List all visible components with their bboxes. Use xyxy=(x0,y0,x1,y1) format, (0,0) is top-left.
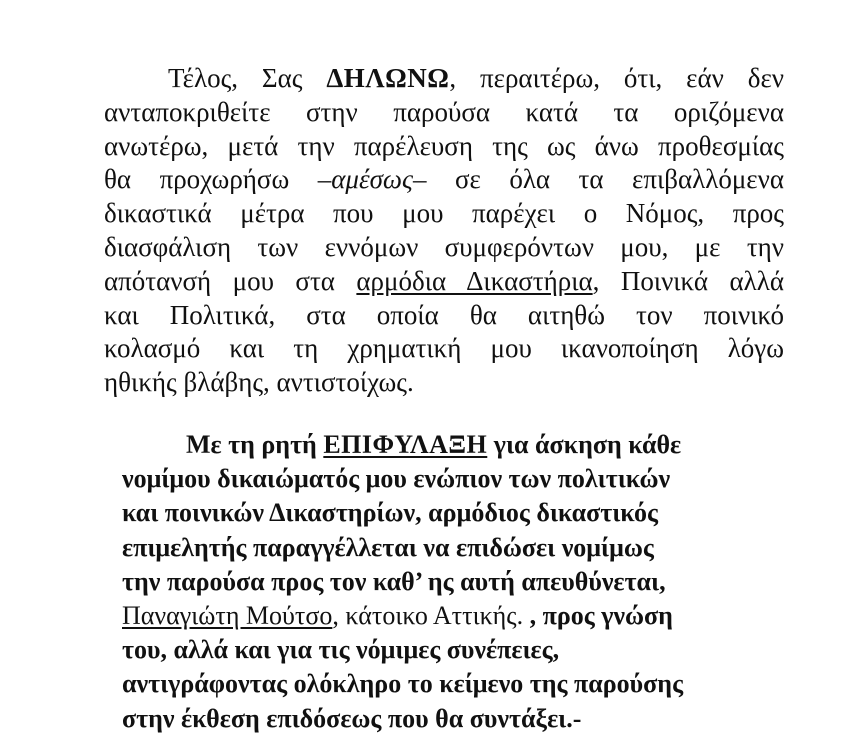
text-line: και ποινικών Δικαστηρίων, αρμόδιος δικαστικός xyxy=(122,498,658,528)
text-line xyxy=(104,163,784,197)
reservation-keyword: ΕΠΙΦΥΛΑΞΗ xyxy=(323,430,488,459)
text-line: αντιγράφοντας ολόκληρο το κείμενο της παρούσης xyxy=(122,669,684,699)
text-line: ανωτέρω, μετά την παρέλευση της ως άνω προθεσμίας xyxy=(104,130,784,161)
text-segment: Με τη ρητή xyxy=(186,430,324,459)
text-line: ηθικής βλάβης, αντιστοίχως. xyxy=(104,367,414,398)
recipient-name: Παναγιώτη Μούτσο xyxy=(122,601,333,631)
text-line: διασφάλιση των εννόμων συμφερόντων μου, με την xyxy=(104,231,784,262)
text-line: και Πολιτικά, στα οποία θα αιτηθώ τον ποινικό xyxy=(104,299,784,330)
text-segment: απότανσή μου στα xyxy=(104,265,357,296)
text-line xyxy=(122,599,740,633)
emphasis-immediately: –αμέσως– xyxy=(317,164,427,195)
text-line xyxy=(104,62,784,96)
text-segment: , Ποινικά αλλά xyxy=(592,265,784,296)
text-line: του, αλλά και για τις νόμιμες συνέπειες, xyxy=(122,635,560,665)
recipient-residence: , κάτοικο Αττικής. xyxy=(332,601,530,631)
text-line: δικαστικά μέτρα που μου παρέχει ο Νόμος, προς xyxy=(104,198,784,229)
text-segment: για άσκηση κάθε xyxy=(487,430,682,459)
competent-courts-underlined: αρμόδια Δικαστήρια xyxy=(356,265,593,296)
text-segment: Τέλος, Σας xyxy=(168,63,327,93)
text-segment: σε όλα τα επιβαλλόμενα xyxy=(426,164,784,195)
text-line: ανταποκριθείτε στην παρούσα κατά τα οριζόμενα xyxy=(104,96,784,127)
declare-keyword: ΔΗΛΩΝΩ xyxy=(326,63,450,93)
declaration-paragraph xyxy=(104,62,784,400)
text-line: την παρούσα προς τον καθ’ ης αυτή απευθύνεται, xyxy=(122,566,666,596)
text-line xyxy=(104,265,784,299)
text-line: κολασμό και τη χρηματική μου ικανοποίηση λόγω xyxy=(104,333,784,364)
text-segment: θα προχωρήσω xyxy=(104,164,318,195)
text-line: νομίμου δικαιώματός μου ενώπιον των πολιτικών xyxy=(122,464,671,494)
text-segment: , περαιτέρω, ότι, εάν δεν xyxy=(449,63,784,93)
text-line: στην έκθεση επιδόσεως που θα συντάξει.- xyxy=(122,703,582,733)
text-segment: , προς γνώση xyxy=(529,601,673,631)
reservation-paragraph xyxy=(122,428,740,736)
text-line: επιμελητής παραγγέλλεται να επιδώσει νομίμως xyxy=(122,532,654,562)
text-line xyxy=(122,428,740,462)
